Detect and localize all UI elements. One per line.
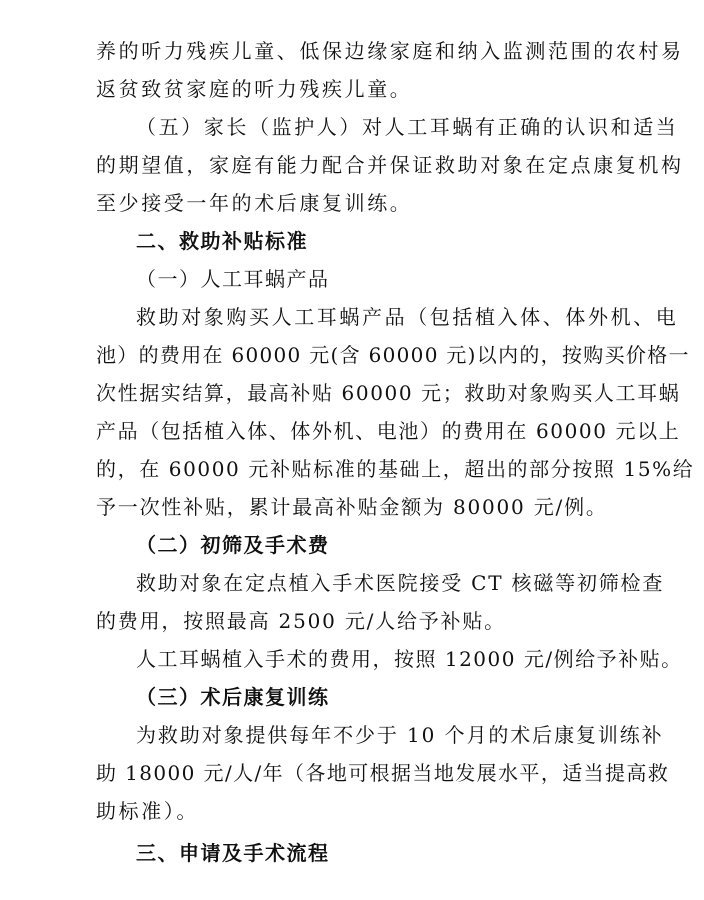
body-text-line: 助标准）。 (96, 799, 199, 823)
body-text-line: （五）家长（监护人）对人工耳蜗有正确的认识和适当 (136, 115, 679, 139)
body-text-line: 予一次性补贴，累计最高补贴金额为 80000 元/例。 (96, 495, 608, 519)
body-text-line: 救助对象在定点植入手术医院接受 CT 核磁等初筛检查 (136, 571, 665, 595)
body-text-line: 次性据实结算，最高补贴 60000 元；救助对象购买人工耳蜗 (96, 381, 681, 405)
body-text-line: 助 18000 元/人/年（各地可根据当地发展水平，适当提高救 (96, 761, 670, 785)
subsection-heading: （一）人工耳蜗产品 (136, 267, 330, 291)
body-text-line: 人工耳蜗植入手术的费用，按照 12000 元/例给予补贴。 (136, 647, 683, 671)
section-heading: 二、救助补贴标准 (136, 229, 308, 253)
body-text-line: 的，在 60000 元补贴标准的基础上，超出的部分按照 15%给 (96, 457, 695, 481)
body-text-line: 的费用，按照最高 2500 元/人给予补贴。 (96, 609, 506, 633)
body-text-line: 的期望值，家庭有能力配合并保证救助对象在定点康复机构 (96, 153, 684, 177)
section-heading: 三、申请及手术流程 (136, 841, 330, 865)
body-text-line: 返贫致贫家庭的听力残疾儿童。 (96, 77, 413, 101)
body-text-line: 为救助对象提供每年不少于 10 个月的术后康复训练补 (136, 723, 664, 747)
body-text-line: 救助对象购买人工耳蜗产品（包括植入体、体外机、电 (136, 305, 679, 329)
body-text-line: 产品（包括植入体、体外机、电池）的费用在 60000 元以上 (96, 419, 681, 443)
body-text-line: 至少接受一年的术后康复训练。 (96, 191, 413, 215)
body-text-line: 养的听力残疾儿童、低保边缘家庭和纳入监测范围的农村易 (96, 39, 684, 63)
subsection-heading: （三）术后康复训练 (136, 685, 330, 709)
body-text-line: 池）的费用在 60000 元(含 60000 元)以内的，按购买价格一 (96, 343, 690, 367)
subsection-heading: （二）初筛及手术费 (136, 533, 330, 557)
